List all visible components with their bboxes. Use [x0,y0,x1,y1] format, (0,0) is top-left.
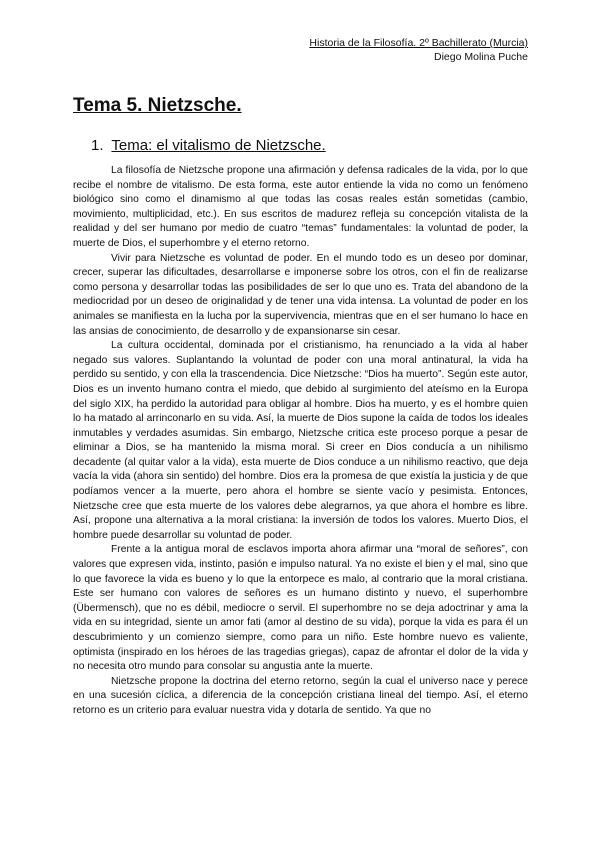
paragraph: La filosofía de Nietzsche propone una afirmación y defensa radicales de la vida, por lo que recibe el nombre de vitalismo. De esta forma, este autor entiende la vida no como un fenómeno biológico sino como el dinamismo al que todas las cosas reales están sometidas (cambio, movimiento, multiplicidad, etc.). En sus escritos de madurez refleja su concepción vitalista de la realidad y del ser humano por medio de cuatro “temas” fundamentales: la voluntad de poder, la muerte de Dios, el superhombre y el eterno retorno. [73,165,528,249]
author-name: Diego Molina Puche [434,51,528,63]
section-number: 1. [91,137,104,154]
paragraph: Frente a la antigua moral de esclavos importa ahora afirmar una “moral de señores”, con valores que expresen vida, instinto, pasión e impulso natural. Ya no existe el bien y el mal, sino que lo que favorece la vida es bueno y lo que la entorpece es malo, al contrario que la moral cristiana. Este ser humano con valores de señores es un humano distinto y nuevo, el superhombre (Übermensch), que no es débil, mediocre o servil. El superhombre no se deja adoctrinar y ama la vida en su integridad, siente un amor fati (amor al destino de su vida), porque la vida es para él un descubrimiento y un comienzo siempre, como para un niño. Este hombre nuevo es valiente, optimista (inspirado en los héroes de las tragedias griegas), capaz de afrontar el dolor de la vida y no necesita otro mundo para consolar su angustia ante la muerte. [73,544,528,673]
page-header [309,36,528,64]
section-title: Tema: el vitalismo de Nietzsche. [111,137,326,154]
section-heading [91,136,326,156]
paragraph: La cultura occidental, dominada por el cristianismo, ha renunciado a la vida al haber negado sus valores. Suplantando la voluntad de poder con una moral antinatural, la vida ha perdido su sentido, y con ella la trascendencia. Dice Nietzsche: “Dios ha muerto”. Según este autor, Dios es un invento humano contra el miedo, que debido al surgimiento del ateísmo en la Europa del siglo XIX, ha perdido la autoridad para obligar al hombre. Dios ha muerto, y es el hombre quien lo ha matado al arrinconarlo en su vida. Así, la muerte de Dios supone la caída de todos los ideales inmutables y verdades asumidas. Sin embargo, Nietzsche critica este proceso porque a pesar de eliminar a Dios, se ha mantenido la misma moral. Si creer en Dios conducía a un nihilismo decadente (al quitar valor a la vida), esta muerte de Dios conduce a un nihilismo reactivo, que deja vacía la vida (ahora sin sentido) del hombre. Dios era la promesa de que existía la justicia y de que podíamos vencer a la muerte, pero ahora el hombre se siente vacío y pesimista. Entonces, Nietzsche cree que esta muerte de los valores debe alegrarnos, ya que ahora el hombre es libre. Así, propone una alternativa a la moral cristiana: la inversión de todos los valores. Muerto Dios, el hombre puede desarrollar su voluntad de poder. [73,340,528,541]
body-text [73,164,528,719]
document-title: Tema 5. Nietzsche. [73,95,242,116]
course-name: Historia de la Filosofía. 2º Bachillerato (Murcia) [309,37,528,49]
paragraph: Vivir para Nietzsche es voluntad de poder. En el mundo todo es un deseo por dominar, crecer, superar las dificultades, desarrollarse e imponerse sobre los otros, con el fin de realizarse como persona y desarrollar todas las posibilidades de ser lo que uno es. Trata del abandono de la mediocridad por un deseo de originalidad y de tener una vida intensa. La voluntad de poder en los animales se manifiesta en la lucha por la supervivencia, mientras que en el ser humano lo hace en las ansias de conocimiento, de desarrollo y de expansionarse sin cesar. [73,252,528,337]
paragraph: Nietzsche propone la doctrina del eterno retorno, según la cual el universo nace y perece en una sucesión cíclica, a diferencia de la concepción cristiana lineal del tiempo. Así, el eterno retorno es un criterio para evaluar nuestra vida y dotarla de sentido. Ya que no [73,675,528,716]
